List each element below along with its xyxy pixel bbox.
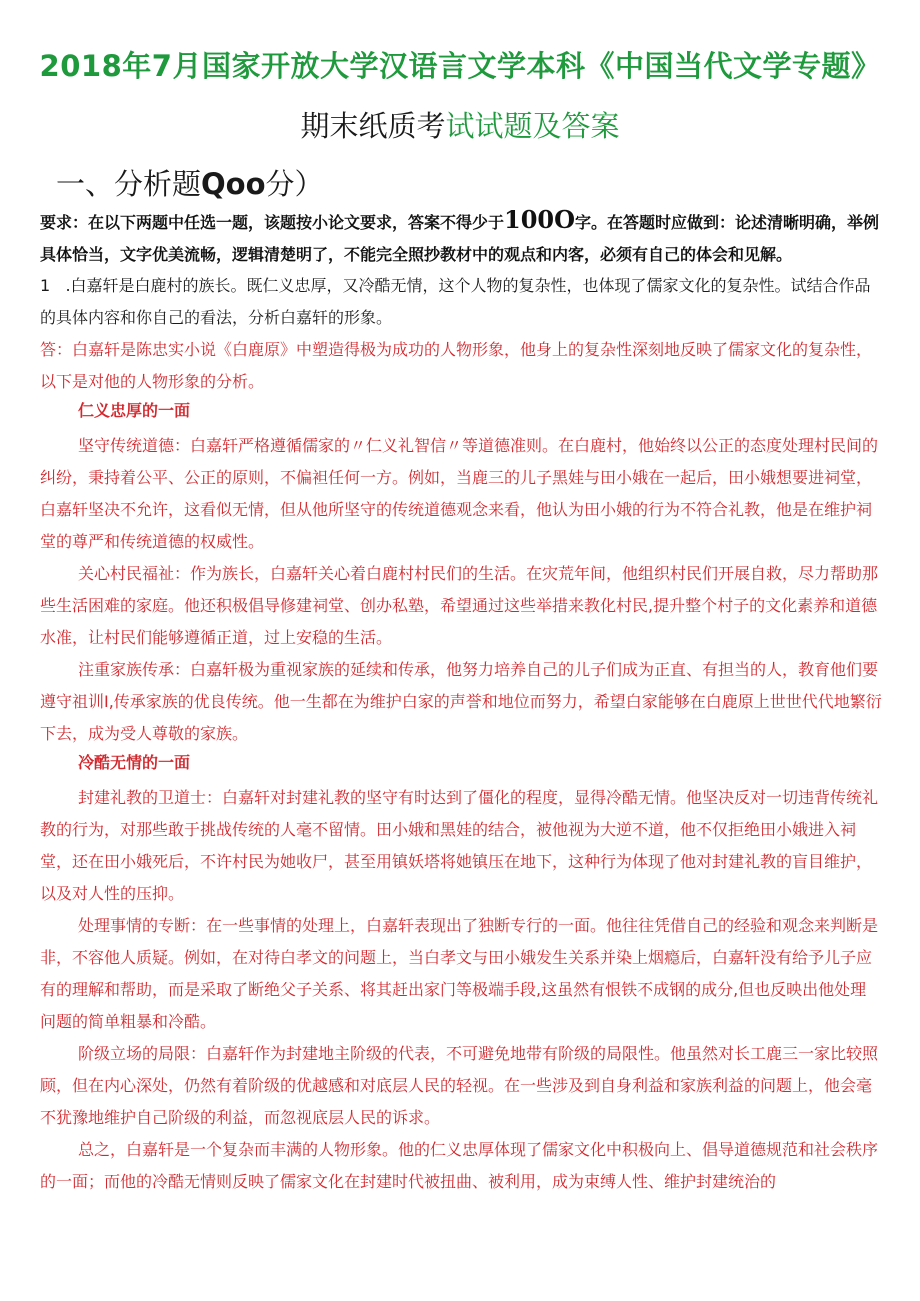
question-1 [40,270,882,334]
answer-paragraph-feudal-ethics: 封建礼教的卫道士：白嘉轩对封建礼教的坚守有时达到了僵化的程度，显得冷酷无情。他坚决反对一切违背传统礼教的行为，对那些敢于挑战传统的人毫不留情。田小娥和黑娃的结合，被他视为大逆不道，他不仅拒绝田小娥进入祠堂，还在田小娥死后，不许村民为她收尸，甚至用镇妖塔将她镇压在地下，这种行为体现了他对封建礼教的盲目维护，以及对人性的压抑。 [40,788,879,903]
answer-intro: 答：白嘉轩是陈忠实小说《白鹿原》中塑造得极为成功的人物形象，他身上的复杂性深刻地反映了儒家文化的复杂性，以下是对他的人物形象的分析。 [40,340,873,391]
answer-paragraph-traditional-morality: 坚守传统道德：白嘉轩严格遵循儒家的〃仁义礼智信〃等道德准则。在白鹿村，他始终以公正的态度处理村民间的纠纷，秉持着公平、公正的原则，不偏袒任何一方。例如，当鹿三的儿子黑娃与田小娥在一起后，田小娥想要进祠堂，白嘉轩坚决不允许，这看似无情，但从他所坚守的传统道德观念来看，他认为田小娥的行为不符合礼教，他是在维护祠堂的尊严和传统道德的权威性。 [40,436,879,551]
section-heading [56,162,324,203]
document-title-line1: 2018年7月国家开放大学汉语言文学本科《中国当代文学专题》 [39,49,881,83]
requirement-part2: 字。在答题时应做到：论述清晰明确，举例具体恰当，文字优美流畅，逻辑清楚明了，不能完全照抄教材中的观点和内客，必须有自己的体会和见解。 [40,213,880,264]
subheading-benevolent-side: 仁义忠厚的一面 [78,401,191,420]
answer-paragraph-family-heritage: 注重家族传承：白嘉轩极为重视家族的延续和传承，他努力培养自己的儿子们成为正直、有担当的人，教育他们要遵守祖训I,传承家族的优良传统。他一生都在为维护白家的声誉和地位而努力，希望白家能够在白鹿原上世世代代地繁衍下去，成为受人尊敬的家族。 [40,660,882,743]
section-heading-score: Qoo [201,167,266,201]
section-heading-prefix: 一、分析题 [56,167,202,201]
document-title-line2 [0,104,920,145]
answer-paragraph-villager-welfare: 关心村民福祉：作为族长，白嘉轩关心着白鹿村村民们的生活。在灾荒年间，他组织村民们开展自救，尽力帮助那些生活困难的家庭。他还积极倡导修建祠堂、创办私塾，希望通过这些举措来教化村民,提升整个村子的文化素养和道德水准，让村民们能够遵循正道，过上安稳的生活。 [40,564,879,647]
question-text: .白嘉轩是白鹿村的族长。既仁义忠厚，又冷酷无情，这个人物的复杂性，也体现了儒家文化的复杂性。试结合作品的具体内容和你自己的看法，分析白嘉轩的形象。 [40,276,871,327]
section-heading-suffix: 分） [265,167,324,201]
requirement-word-count: 100O [504,205,576,234]
answer-paragraph-autocratic-handling: 处理事情的专断：在一些事情的处理上，白嘉轩表现出了独断专行的一面。他往往凭借自己的经验和观念来判断是非，不容他人质疑。例如，在对待白孝文的问题上，当白孝文与田小娥发生关系并染上烟瘾后，白嘉轩没有给予儿子应有的理解和帮助，而是采取了断绝父子关系、将其赶出家门等极端手段,这虽然有恨铁不成钢的成分,但也反映出他处理问题的简单粗暴和冷酷。 [40,916,879,1031]
question-number: 1 [40,276,51,295]
answer-paragraph-class-limitation: 阶级立场的局限：白嘉轩作为封建地主阶级的代表，不可避免地带有阶级的局限性。他虽然对长工鹿三一家比较照顾，但在内心深处，仍然有着阶级的优越感和对底层人民的轻视。在一些涉及到自身利益和家族利益的问题上，他会毫不犹豫地维护自己阶级的利益，而忽视底层人民的诉求。 [40,1044,879,1127]
subheading-cold-side: 冷酷无情的一面 [78,753,191,772]
requirement-part1: 要求：在以下两题中任选一题，该题按小论文要求，答案不得少于 [40,213,505,232]
title-line2-black: 期末纸质考 [300,109,446,143]
requirement-text [40,204,882,271]
answer-paragraph-conclusion: 总之，白嘉轩是一个复杂而丰满的人物形象。他的仁义忠厚体现了儒家文化中积极向上、倡导道德规范和社会秩序的一面；而他的冷酷无情则反映了儒家文化在封建时代被扭曲、被利用，成为束缚人性、维护封建统治的 [40,1140,879,1191]
title-line2-green: 试试题及答案 [445,109,620,143]
